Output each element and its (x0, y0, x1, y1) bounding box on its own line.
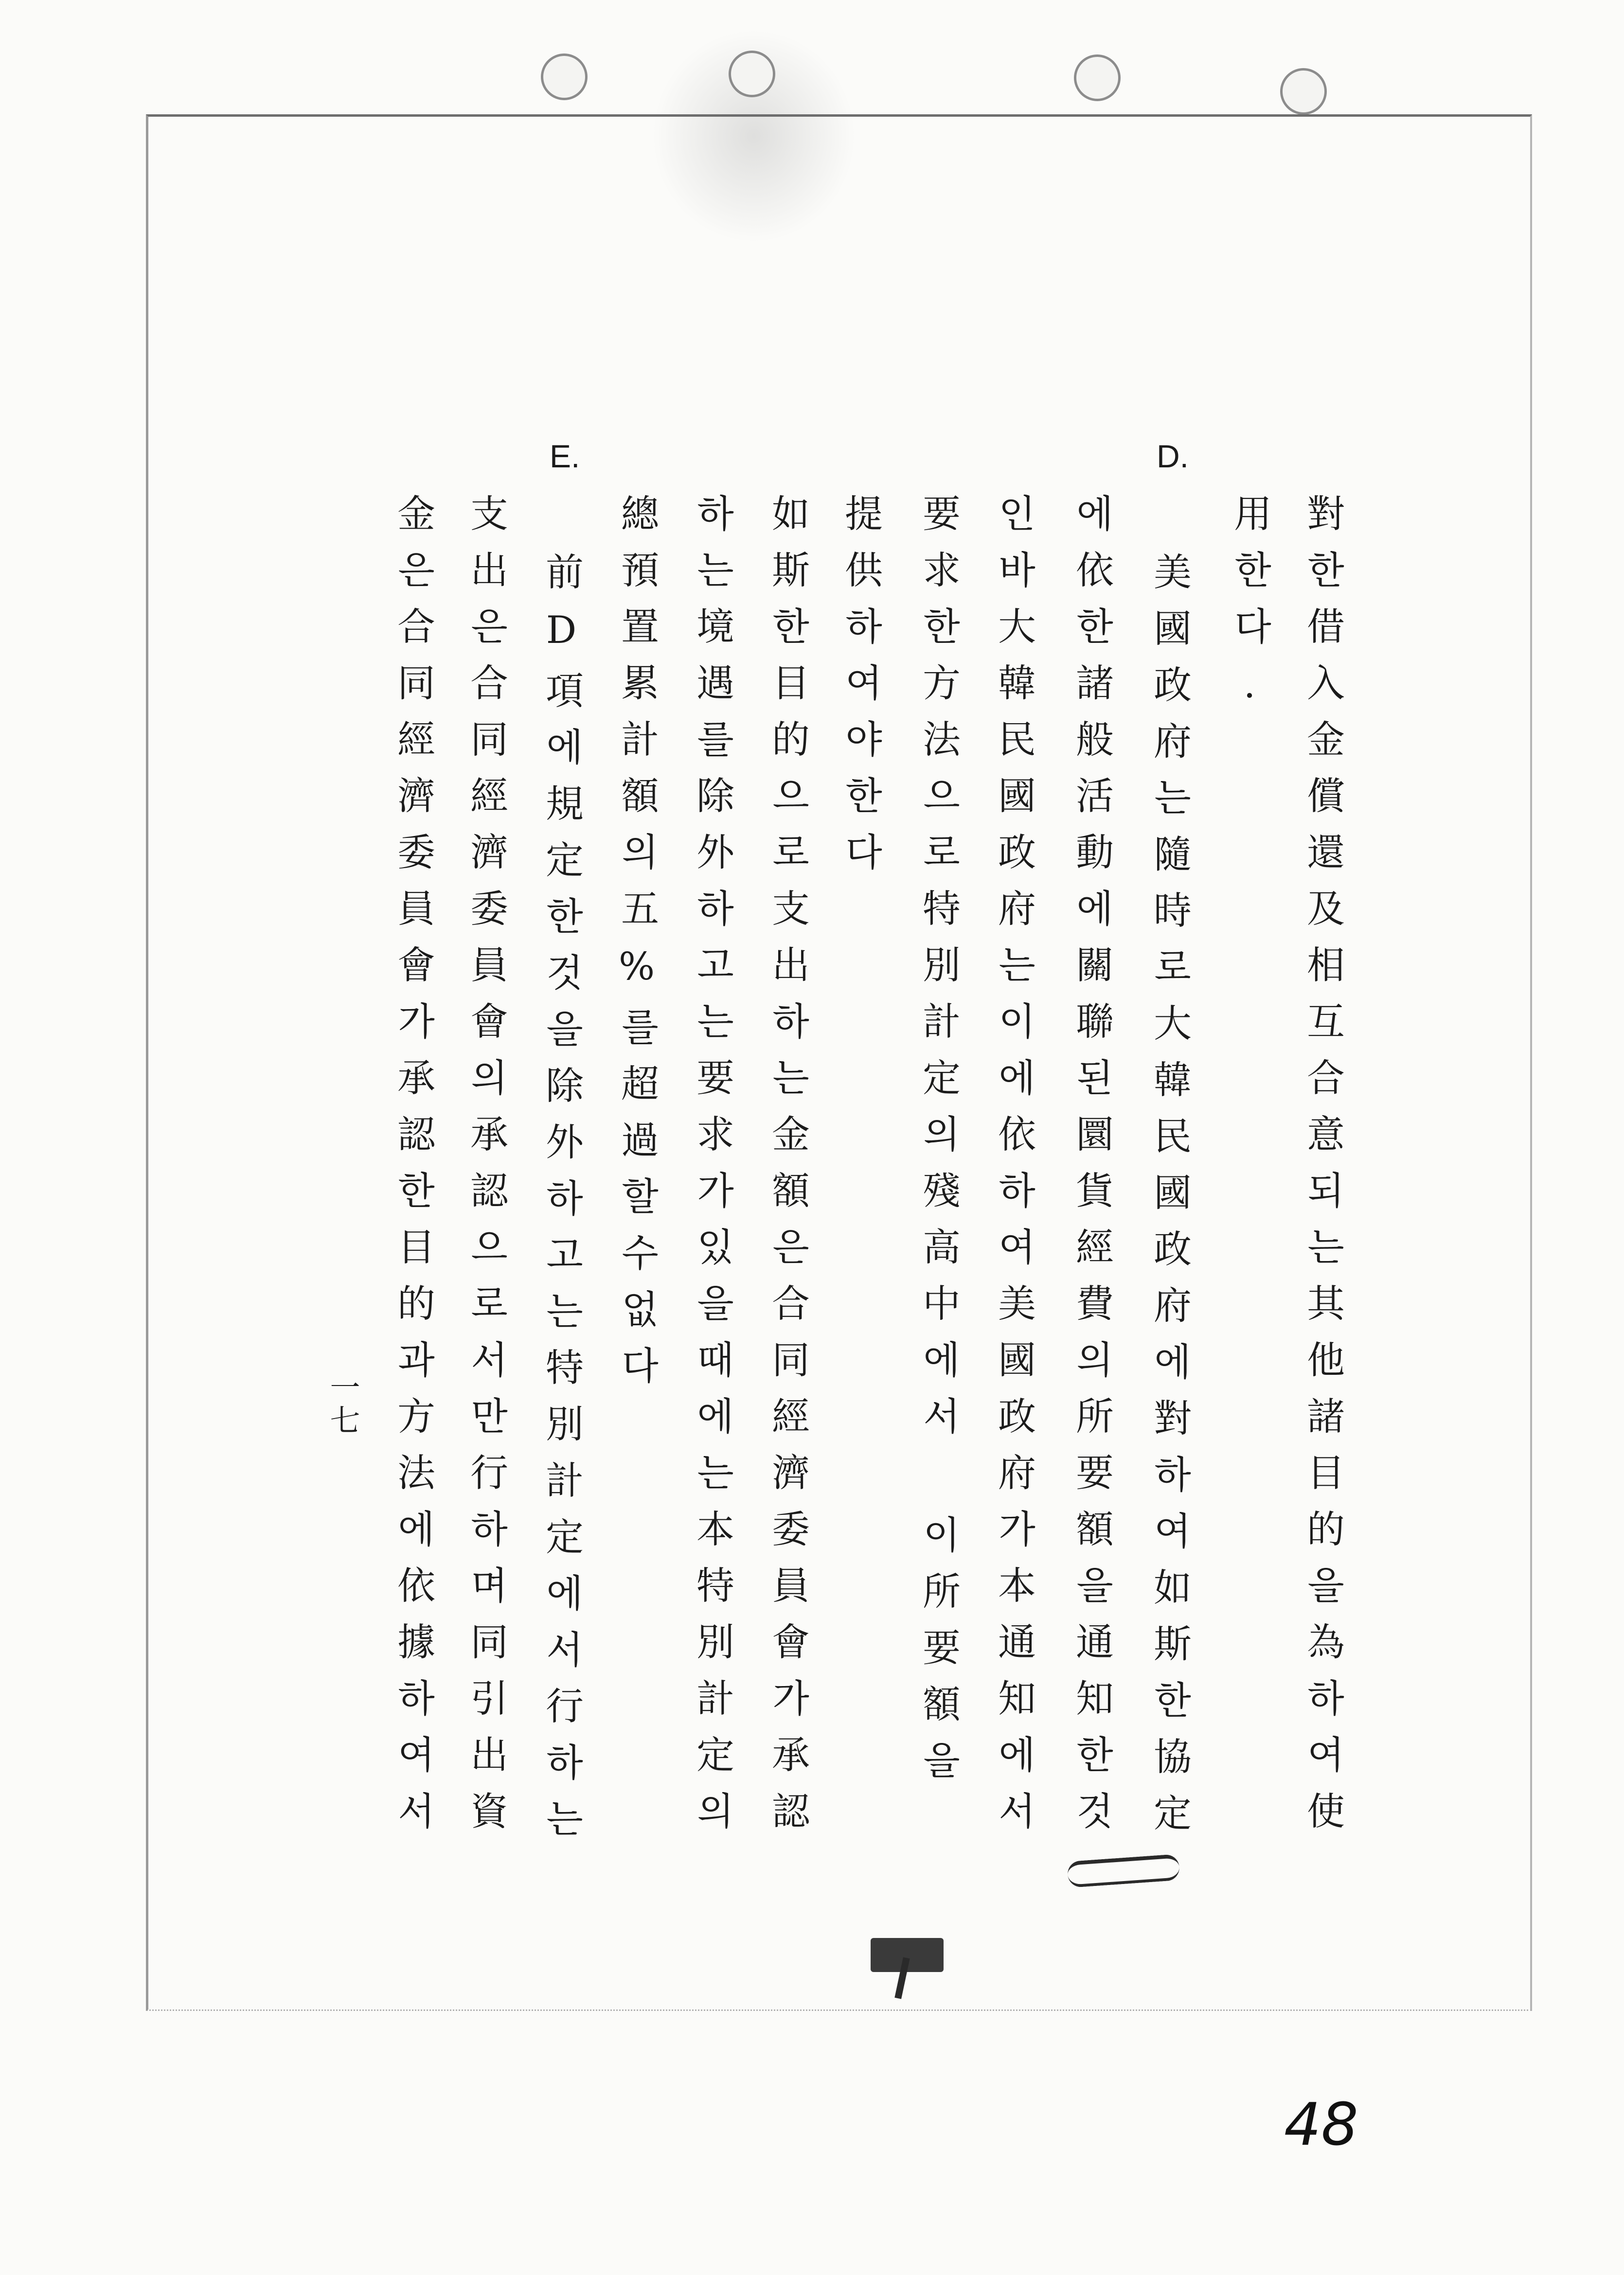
text-column: 하는境遇를除外하고는要求가있을때에는本特別計定의 (690, 494, 734, 1848)
punch-hole-icon (729, 51, 775, 97)
text-column: 美國政府는隨時로大韓民國政府에對하여如斯한協定 (1147, 552, 1191, 1849)
text-column: 總預置累計額의五%를超過할수없다 (615, 494, 659, 1402)
section-label-d: D. (1157, 438, 1189, 474)
text-column: 要求한方法으로特別計定의殘高中에서 이所要額을 (916, 494, 960, 1797)
punch-hole-icon (1280, 68, 1327, 115)
text-column: 前D項에規定한것을除外하고는特別計定에서行하는 (539, 552, 583, 1855)
text-column: 에依한諸般活動에關聯된圜貨經費의所要額을通知한것 (1070, 494, 1113, 1848)
text-column: 金은合同經濟委員會가承認한目的과方法에依據하여서 (391, 494, 435, 1848)
page-number: 48 (1284, 2091, 1358, 2159)
text-column: 支出은合同經濟委員會의承認으로서만行하며同引出資 (464, 494, 508, 1848)
text-column: 對한借入金償還及相互合意되는其他諸目的을為하여使 (1301, 494, 1344, 1848)
punch-hole-icon (541, 53, 588, 100)
page-mark: 一七 (325, 1371, 360, 1438)
text-column: 提供하여야한다 (839, 494, 882, 889)
text-column: 인바大韓民國政府는이에依하여美國政府가本通知에서 (992, 494, 1035, 1848)
section-label-e: E. (550, 438, 580, 474)
text-column: 如斯한目的으로支出하는金額은合同經濟委員會가承認 (766, 494, 809, 1848)
ink-stamp (871, 1938, 944, 1972)
text-column: 用한다. (1228, 494, 1271, 725)
punch-hole-icon (1074, 54, 1121, 101)
